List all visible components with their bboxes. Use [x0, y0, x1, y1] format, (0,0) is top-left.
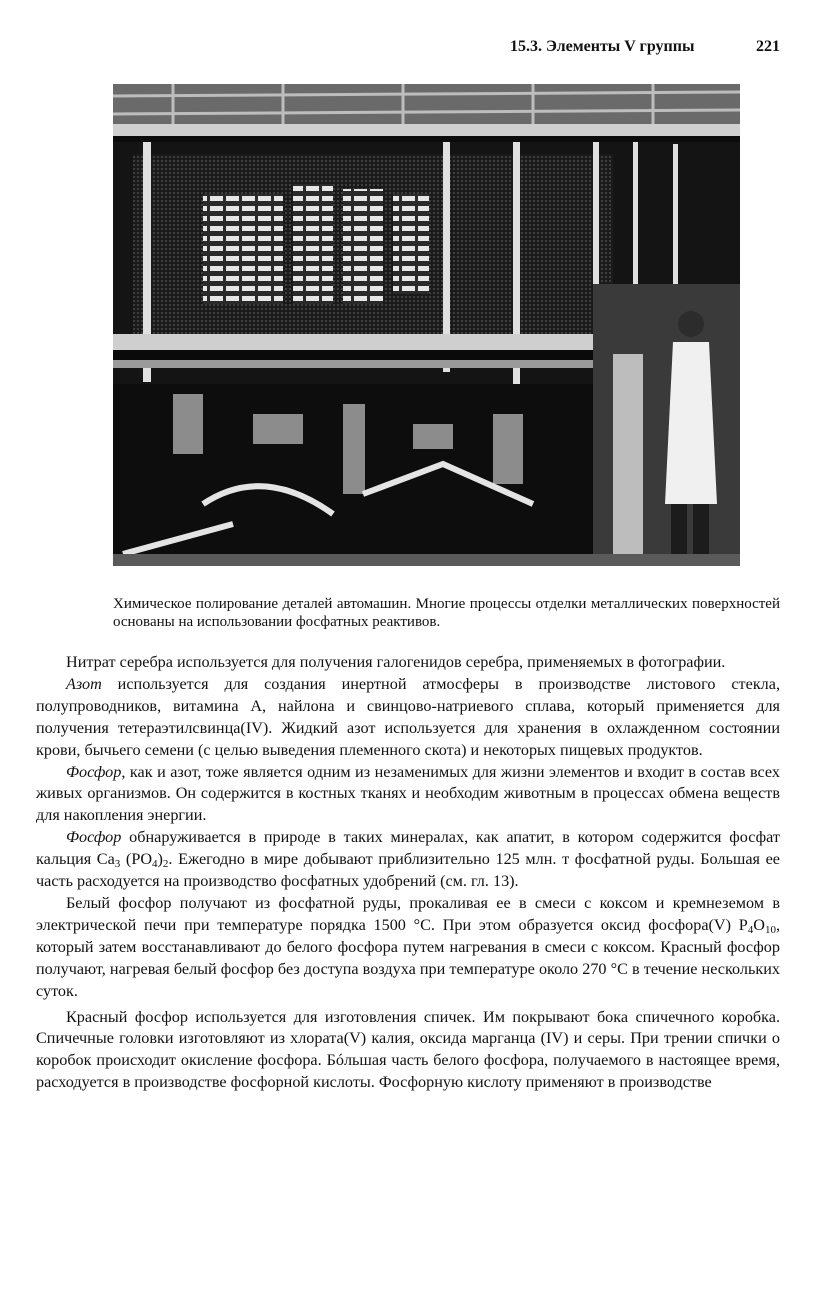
paragraph-nitrogen: Азот используется для создания инертной атмосферы в производстве листового стекла, полупроводников, витамина А, найлона и свинцово-натриевого сплава, который применяется для получения тетераэтилсвинца(IV). Жидкий азот используется для хранения в охлажденном состоянии крови, бычьего семени (с целью выведения племенного скота) и некоторых пищевых продуктов. — [36, 674, 780, 759]
figure-caption: Химическое полирование деталей автомашин. Многие процессы отделки металлических поверхностей основаны на использовании фосфатных реактивов. — [113, 596, 780, 630]
running-header — [470, 38, 780, 60]
paragraph-red-phosphorus: Красный фосфор используется для изготовления спичек. Им покрывают бока спичечного коробка. Спичечные головки изготовляют из хлората(V) калия, оксида марганца (IV) и серы. При трении спички о коробок происходит окисление фосфора. Бóльшая часть белого фосфора, получаемого в настоящее время, расходуется в производстве фосфорной кислоты. Фосфорную кислоту применяют в производстве — [36, 1007, 780, 1092]
paragraph-silver-nitrate: Нитрат серебра используется для получения галогенидов серебра, применяемых в фотографии. — [66, 653, 726, 671]
page-number: 221 — [756, 38, 780, 55]
term-phosphorus: Фосфор — [66, 762, 122, 781]
term-nitrogen: Азот — [66, 674, 102, 693]
section-title: 15.3. Элементы V группы — [510, 38, 695, 55]
term-phosphorus: Фосфор — [66, 828, 122, 847]
polishing-line-photo — [113, 84, 740, 566]
paragraph-phosphorus-minerals: Фосфор обнаруживается в природе в таких минералах, как апатит, в котором содержится фосфат кальция $Ca_3$ $(PO_4)_2$. Ежегодно в мире добывают приблизительно 125 млн. т фосфатной руды. Большая ее часть расходуется на производство фосфатных удобрений (см. гл. 13). — [36, 828, 780, 891]
paragraph-white-phosphorus: Белый фосфор получают из фосфатной руды, прокаливая ее в смеси с коксом и кремнеземом в электрической печи при температуре порядка 1500 °С. При этом образуется оксид фосфора(V) $P_4O_{10}$, который затем восстанавливают до белого фосфора путем нагревания в смеси с коксом. Красный фосфор получают, нагревая белый фосфор без доступа воздуха при температуре около 270 °С в течение нескольких суток. — [36, 893, 780, 1000]
body-text — [36, 652, 780, 1094]
paragraph-phosphorus-life: Фосфор, как и азот, тоже является одним из незаменимых для жизни элементов и входит в состав всех живых организмов. Он содержится в костных тканях и необходим животным в процессах обмена веществ для накопления энергии. — [36, 762, 780, 825]
